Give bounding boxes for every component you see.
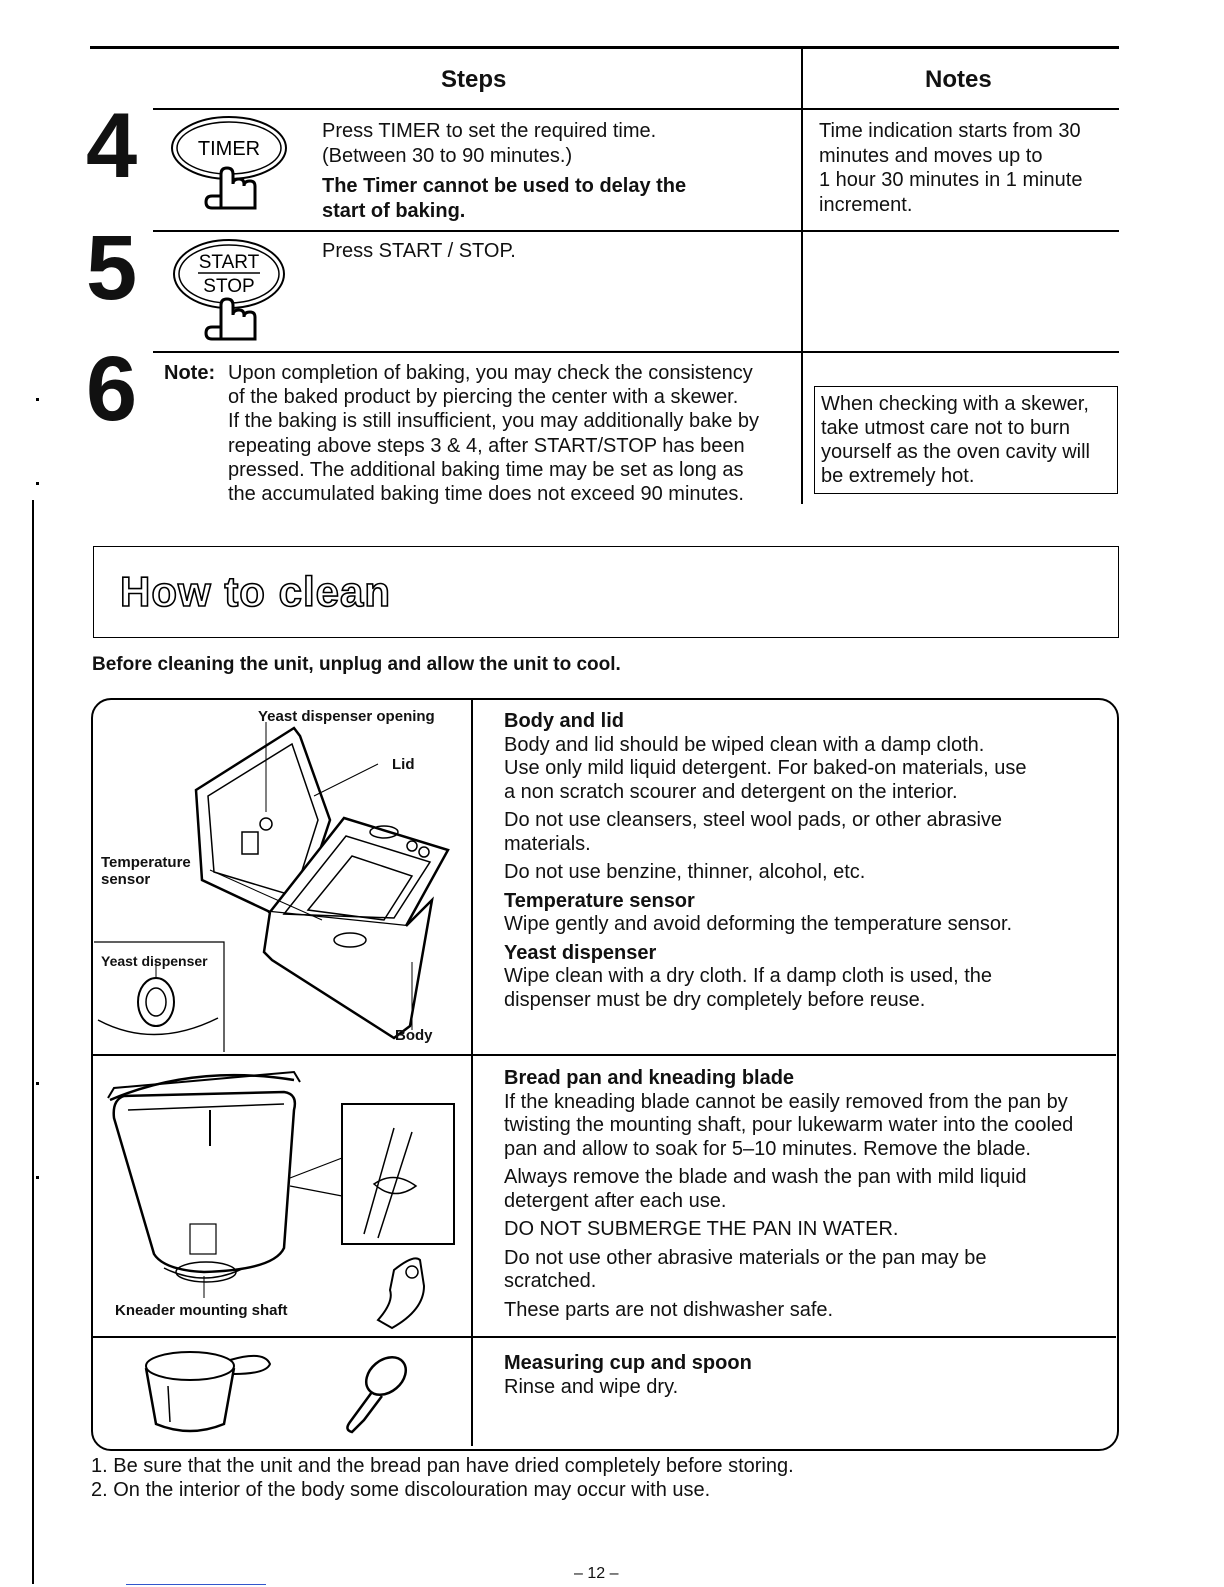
body-lid-p3-l1: Do not use benzine, thinner, alcohol, etc. xyxy=(504,861,866,883)
step-6-text xyxy=(228,361,800,506)
step-6-note-prefix: Note: xyxy=(164,362,216,384)
warning-line-1: When checking with a skewer, xyxy=(821,393,1089,415)
step-4-text xyxy=(322,119,792,223)
measuring-title: Measuring cup and spoon xyxy=(504,1352,752,1374)
yeast-dispenser-p xyxy=(504,965,1109,1012)
bread-pan-p4 xyxy=(504,1247,1116,1294)
measuring-cup-spoon-illustration xyxy=(94,1340,470,1436)
left-margin-line xyxy=(32,500,34,1584)
how-to-clean-title xyxy=(118,566,438,616)
step-4-line-1: Press TIMER to set the required time. xyxy=(322,120,657,142)
label-lid: Lid xyxy=(392,756,415,773)
footnote-1: 1. Be sure that the unit and the bread pan have dried completely before storing. xyxy=(91,1455,794,1477)
timer-button-label: TIMER xyxy=(197,138,261,160)
warning-line-3: yourself as the oven cavity will xyxy=(821,441,1091,463)
footnote-2: 2. On the interior of the body some discolouration may occur with use. xyxy=(91,1479,711,1501)
label-temperature: Temperature xyxy=(101,854,191,871)
step-4-note xyxy=(819,119,1119,217)
label-yeast-opening: Yeast dispenser opening xyxy=(258,708,435,725)
margin-dot xyxy=(36,398,39,401)
cleaning-column-divider xyxy=(471,699,473,1446)
start-label: START xyxy=(198,252,260,273)
body-lid-p2 xyxy=(504,809,1109,856)
bread-pan-p3 xyxy=(504,1218,1116,1242)
warning-line-2: take utmost care not to burn xyxy=(821,417,1071,439)
temp-sensor-title: Temperature sensor xyxy=(504,889,695,912)
step-4-note-line-4: increment. xyxy=(819,193,913,216)
step-4-bold-line-2: start of baking. xyxy=(322,199,466,222)
measuring-p1: Rinse and wipe dry. xyxy=(504,1375,679,1398)
stop-label: STOP xyxy=(203,276,255,297)
step-4-note-line-1: Time indication starts from 30 xyxy=(819,120,1081,142)
warning-line-4: be extremely hot. xyxy=(821,465,975,487)
margin-dot xyxy=(36,1176,39,1179)
body-lid-title: Body and lid xyxy=(504,710,624,732)
bread-pan-illustration xyxy=(94,1058,470,1334)
cleaning-intro: Before cleaning the unit, unplug and allow the unit to cool. xyxy=(92,654,621,675)
section-rule-2 xyxy=(92,1336,1116,1338)
start-stop-button-icon xyxy=(168,236,293,346)
label-kneader-shaft: Kneader mounting shaft xyxy=(115,1302,288,1319)
body-lid-p1-l3: a non scratch scourer and detergent on the interior. xyxy=(504,780,958,803)
step-number-5: 5 xyxy=(86,217,136,319)
footnotes xyxy=(91,1454,991,1502)
step-6-line-4: repeating above steps 3 & 4, after START/STOP has been xyxy=(228,434,745,457)
section-body-and-lid xyxy=(504,710,1109,1017)
row-5-rule xyxy=(153,351,1119,353)
label-sensor: sensor xyxy=(101,871,151,888)
temp-sensor-p-l1: Wipe gently and avoid deforming the temperature sensor. xyxy=(504,913,1013,935)
step-4-bold-line-1: The Timer cannot be used to delay the xyxy=(322,175,687,197)
body-lid-p3 xyxy=(504,861,1109,885)
body-lid-p2-l2: materials. xyxy=(504,832,591,855)
step-5-text: Press START / STOP. xyxy=(322,240,516,262)
body-lid-p1-l1: Body and lid should be wiped clean with a damp cloth. xyxy=(504,733,985,756)
bread-pan-p2 xyxy=(504,1166,1116,1213)
bread-pan-p2-l1: Always remove the blade and wash the pan with mild liquid xyxy=(504,1166,1027,1188)
margin-dot xyxy=(36,482,39,485)
bread-pan-p1-l2: twisting the mounting shaft, pour lukewarm water into the cooled xyxy=(504,1114,1074,1136)
bread-pan-p3-l1: DO NOT SUBMERGE THE PAN IN WATER. xyxy=(504,1218,899,1240)
step-6-line-5: pressed. The additional baking time may be set as long as xyxy=(228,458,744,481)
bread-pan-p1-l3: pan and allow to soak for 5–10 minutes. Remove the blade. xyxy=(504,1137,1031,1160)
notes-header: Notes xyxy=(925,66,992,93)
margin-dot xyxy=(36,1082,39,1085)
yeast-dispenser-title: Yeast dispenser xyxy=(504,941,657,964)
step-number-4: 4 xyxy=(86,95,136,197)
step-6-line-6: the accumulated baking time does not exceed 90 minutes. xyxy=(228,483,744,506)
label-body: Body xyxy=(395,1027,433,1044)
table-column-divider xyxy=(801,48,803,504)
temp-sensor-p xyxy=(504,913,1109,937)
step-4-note-line-3: 1 hour 30 minutes in 1 minute xyxy=(819,169,1083,191)
section-bread-pan xyxy=(504,1067,1116,1327)
step-6-line-1: Upon completion of baking, you may check the consistency xyxy=(228,362,753,384)
step-4-line-2: (Between 30 to 90 minutes.) xyxy=(322,144,573,167)
body-lid-p1-l2: Use only mild liquid detergent. For baked-on materials, use xyxy=(504,757,1027,779)
step-number-6: 6 xyxy=(86,338,136,440)
body-lid-p2-l1: Do not use cleansers, steel wool pads, or other abrasive xyxy=(504,809,1003,831)
bread-pan-p4-l1: Do not use other abrasive materials or the pan may be xyxy=(504,1246,987,1269)
step-6-line-2: of the baked product by piercing the center with a skewer. xyxy=(228,386,739,409)
bread-pan-title: Bread pan and kneading blade xyxy=(504,1067,795,1089)
bread-pan-p5-l1: These parts are not dishwasher safe. xyxy=(504,1298,834,1321)
page-number: – 12 – xyxy=(574,1565,619,1582)
label-yeast-dispenser: Yeast dispenser xyxy=(101,953,208,969)
bottom-rule xyxy=(126,1584,266,1585)
body-lid-p1 xyxy=(504,734,1109,805)
section-measuring xyxy=(504,1352,1104,1399)
top-rule xyxy=(90,46,1119,49)
step-6-line-3: If the baking is still insufficient, you may additionally bake by xyxy=(228,410,760,433)
bread-pan-p5 xyxy=(504,1299,1116,1323)
bread-pan-p1 xyxy=(504,1091,1116,1162)
timer-button-icon xyxy=(168,112,293,217)
section-rule-1 xyxy=(92,1054,1116,1056)
row-4-rule xyxy=(153,230,1119,232)
svg-text:How to clean: How to clean xyxy=(120,568,392,615)
skewer-warning-text xyxy=(821,392,1117,488)
yeast-p-l1: Wipe clean with a dry cloth. If a damp cloth is used, the xyxy=(504,965,993,987)
steps-header: Steps xyxy=(441,66,507,93)
step-4-note-line-2: minutes and moves up to xyxy=(819,144,1043,167)
bread-pan-p4-l2: scratched. xyxy=(504,1270,597,1292)
label-temperature-sensor xyxy=(101,854,191,888)
bread-pan-p1-l1: If the kneading blade cannot be easily removed from the pan by xyxy=(504,1090,1068,1113)
yeast-p-l2: dispenser must be dry completely before reuse. xyxy=(504,988,926,1011)
bread-pan-p2-l2: detergent after each use. xyxy=(504,1189,727,1212)
header-rule xyxy=(153,108,1119,110)
